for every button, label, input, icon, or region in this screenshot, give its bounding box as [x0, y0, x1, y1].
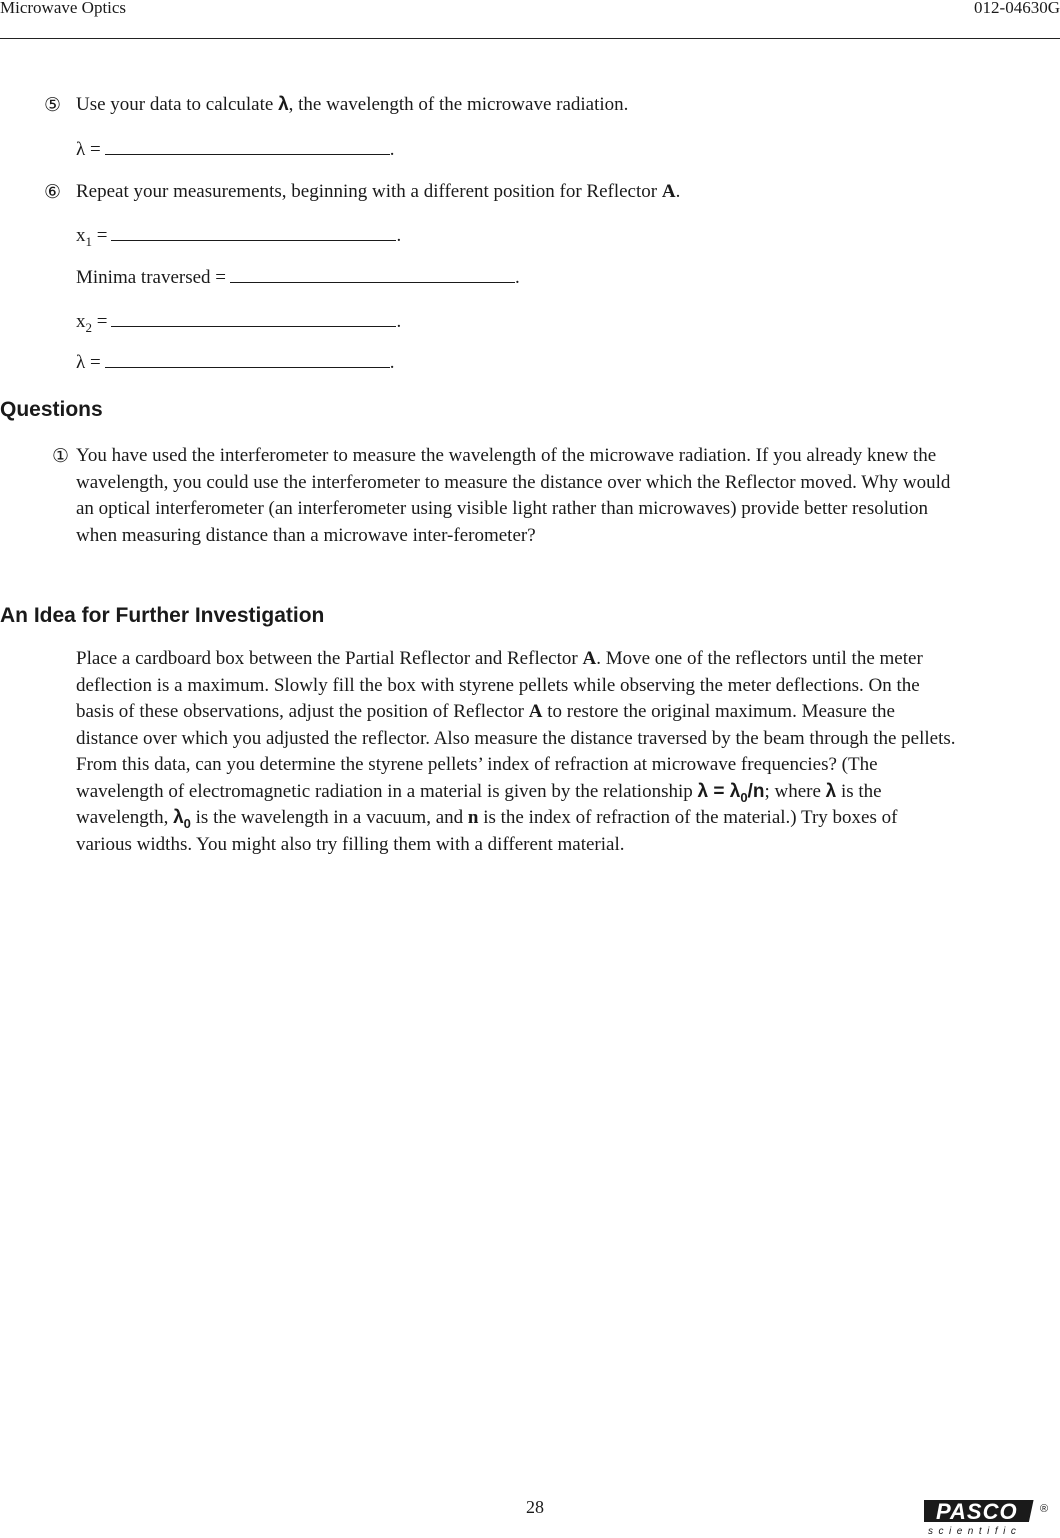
lambda-answer-line-2: λ = .	[76, 352, 395, 373]
page-header	[0, 0, 1060, 39]
header-title: Microwave Optics	[0, 0, 127, 17]
x2-answer-line: $x_2$ = .	[76, 311, 402, 335]
lambda-answer-line-1: λ = .	[76, 139, 395, 160]
question-1	[44, 443, 954, 549]
questions-heading: Questions	[0, 398, 103, 421]
logo-registered: ®	[1040, 1503, 1049, 1515]
answer-blank[interactable]	[111, 226, 396, 241]
header-doc-number: 012-04630G	[974, 0, 1060, 17]
logo-text: PASCO	[936, 1499, 1018, 1524]
question-1-text: You have used the interferometer to measure the wavelength of the microwave radiation. If you already knew the wavelength, you could use the interferometer to measure the distance over which the Reflector moved. Why would an optical interferometer (an interferometer using visible light rather than microwaves) provide better resolution when measuring distance than a microwave inter-ferometer?	[76, 445, 951, 546]
step-6-marker: ⑥	[44, 181, 62, 203]
logo-subtext: scientific	[928, 1526, 1022, 1537]
step-6-text: Repeat your measurements, beginning with a different position for Reflector A.	[76, 181, 681, 202]
step-5-text: Use your data to calculate λ, the wavelength of the microwave radiation.	[76, 94, 629, 115]
question-1-marker: ①	[52, 445, 70, 467]
page-number: 28	[526, 1497, 544, 1517]
step-5-marker: ⑤	[44, 94, 62, 116]
answer-blank[interactable]	[111, 312, 396, 327]
answer-blank[interactable]	[230, 268, 515, 283]
idea-paragraph: Place a cardboard box between the Partial Reflector and Reflector A. Move one of the reflectors until the meter deflection is a maximum. Slowly fill the box with styrene pellets while observing the meter deflections. On the basis of these observations, adjust the position of Reflector A to restore the original maximum. Measure the distance over which you adjusted the reflector. Also measure the distance traversed by the beam through the pellets. From this data, can you determine the styrene pellets’ index of refraction at microwave frequencies? (The wavelength of electromagnetic radiation in a material is given by the relationship $\lambda = \lambda_0/n$; where λ is the wavelength, $\lambda_0$ is the wavelength in a vacuum, and n is the index of refraction of the material.) Try boxes of various widths. You might also try filling them with a different material.	[76, 648, 956, 855]
answer-blank[interactable]	[105, 140, 390, 155]
minima-answer-line: Minima traversed = .	[76, 267, 520, 288]
idea-heading: An Idea for Further Investigation	[0, 604, 325, 627]
pasco-logo	[924, 1498, 1052, 1538]
answer-blank[interactable]	[105, 353, 390, 368]
x1-answer-line: $x_1$ = .	[76, 225, 402, 249]
